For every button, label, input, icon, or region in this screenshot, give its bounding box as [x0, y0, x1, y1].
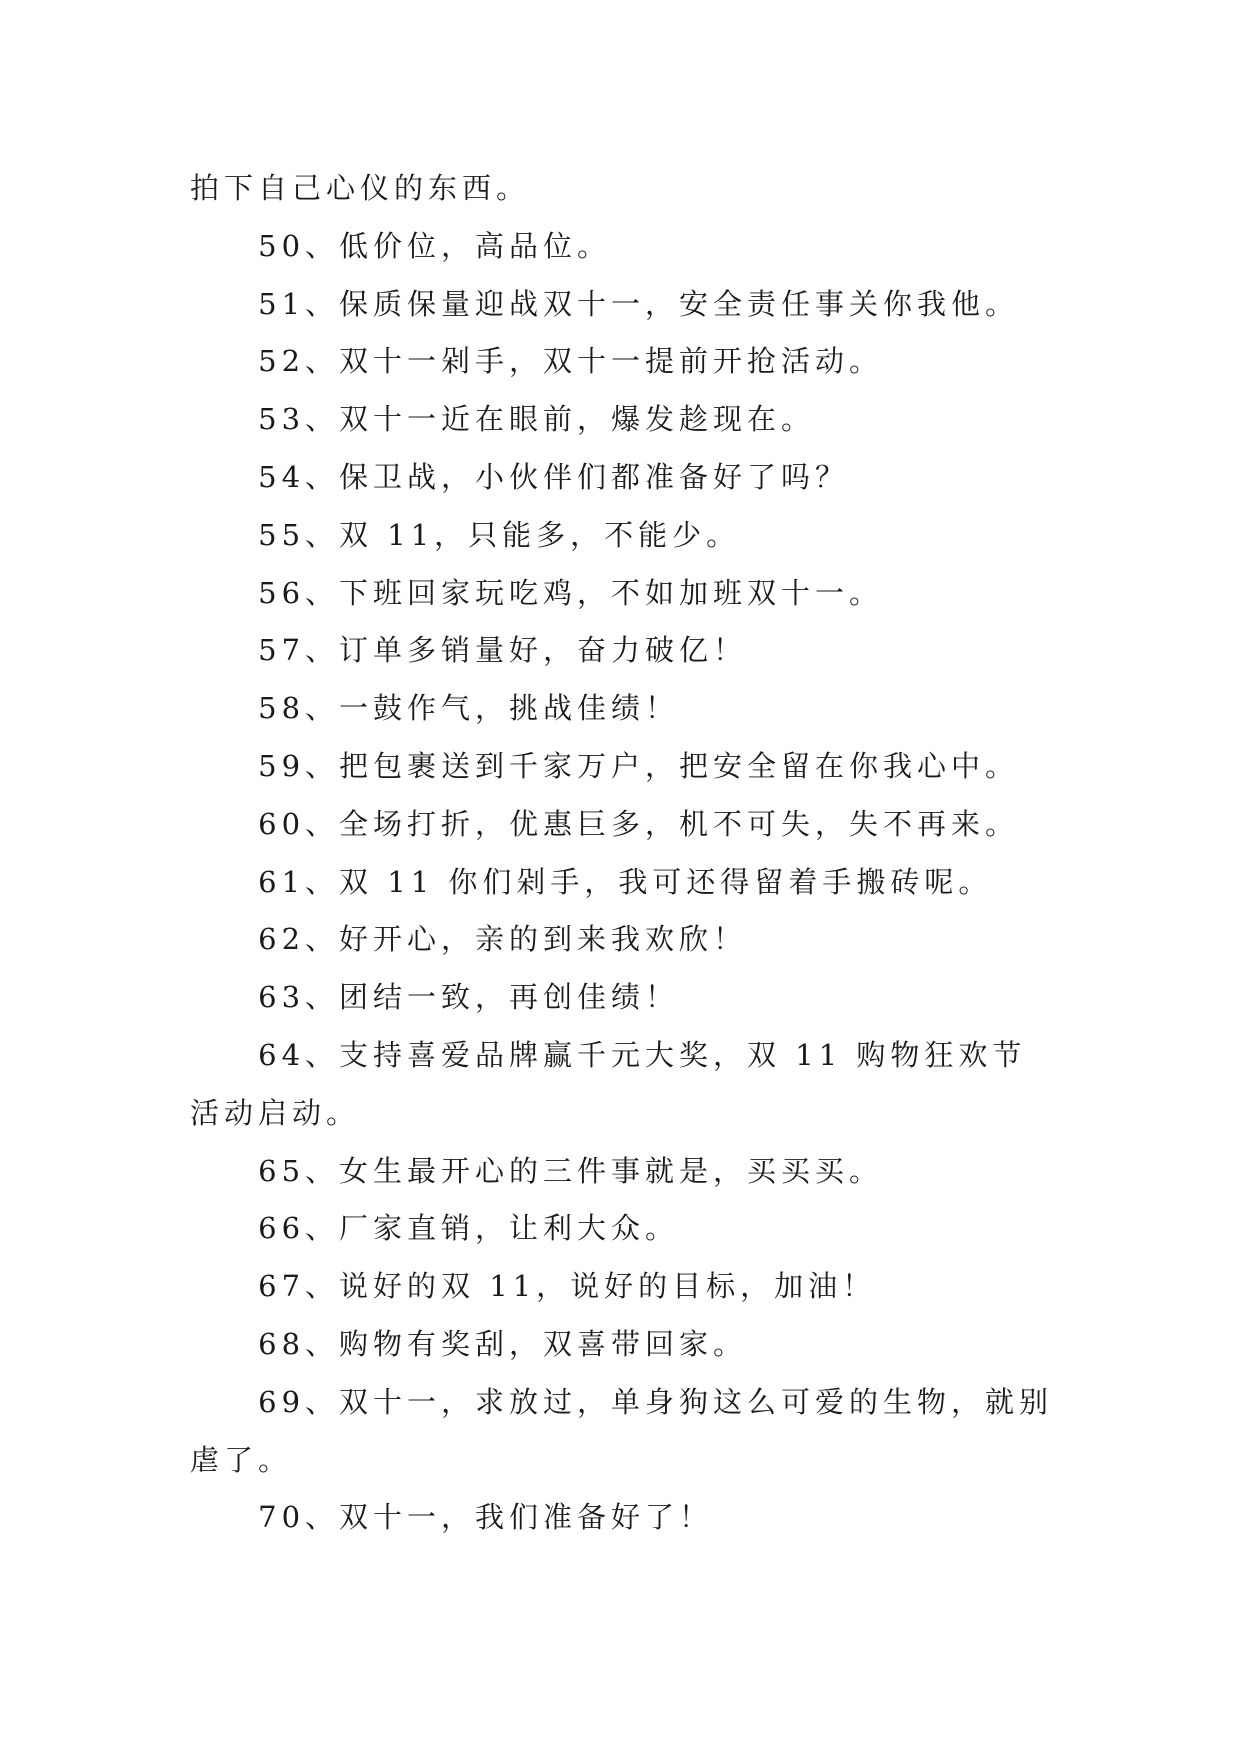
- paragraph-53: 53、双十一近在眼前，爆发趁现在。: [258, 402, 816, 437]
- paragraph-61: 61、双 11 你们剁手，我可还得留着手搬砖呢。: [258, 864, 993, 899]
- paragraph-56: 56、下班回家玩吃鸡，不如加班双十一。: [258, 575, 884, 610]
- paragraph-67: 67、说好的双 11，说好的目标，加油！: [258, 1269, 877, 1304]
- paragraph-58: 58、一鼓作气，挑战佳绩！: [258, 691, 680, 726]
- paragraph-55: 55、双 11，只能多，不能少。: [258, 517, 741, 552]
- paragraph-70: 70、双十一，我们准备好了！: [258, 1500, 714, 1535]
- paragraph-69: 69、双十一，求放过，单身狗这么可爱的生物，就别虐了。: [190, 1384, 1054, 1477]
- paragraph-59: 59、把包裹送到千家万户，把安全留在你我心中。: [258, 748, 1020, 783]
- paragraph-63: 63、团结一致，再创佳绩！: [258, 980, 680, 1015]
- paragraph-60: 60、全场打折，优惠巨多，机不可失，失不再来。: [258, 806, 1020, 841]
- paragraph-0: 拍下自己心仪的东西。: [190, 171, 531, 205]
- paragraph-64: 64、支持喜爱品牌赢千元大奖，双 11 购物狂欢节活动启动。: [190, 1037, 1027, 1130]
- paragraph-66: 66、厂家直销，让利大众。: [258, 1211, 680, 1246]
- paragraph-57: 57、订单多销量好，奋力破亿！: [258, 633, 748, 668]
- paragraph-68: 68、购物有奖刮，双喜带回家。: [258, 1326, 748, 1361]
- paragraph-50: 50、低价位，高品位。: [258, 228, 612, 263]
- paragraph-54: 54、保卫战，小伙伴们都准备好了吗？: [258, 459, 850, 494]
- paragraph-62: 62、好开心，亲的到来我欢欣！: [258, 922, 748, 957]
- paragraph-52: 52、双十一剁手，双十一提前开抢活动。: [258, 344, 884, 379]
- document-body: [190, 160, 1060, 1547]
- paragraph-65: 65、女生最开心的三件事就是，买买买。: [258, 1153, 884, 1188]
- paragraph-51: 51、保质保量迎战双十一，安全责任事关你我他。: [258, 286, 1020, 321]
